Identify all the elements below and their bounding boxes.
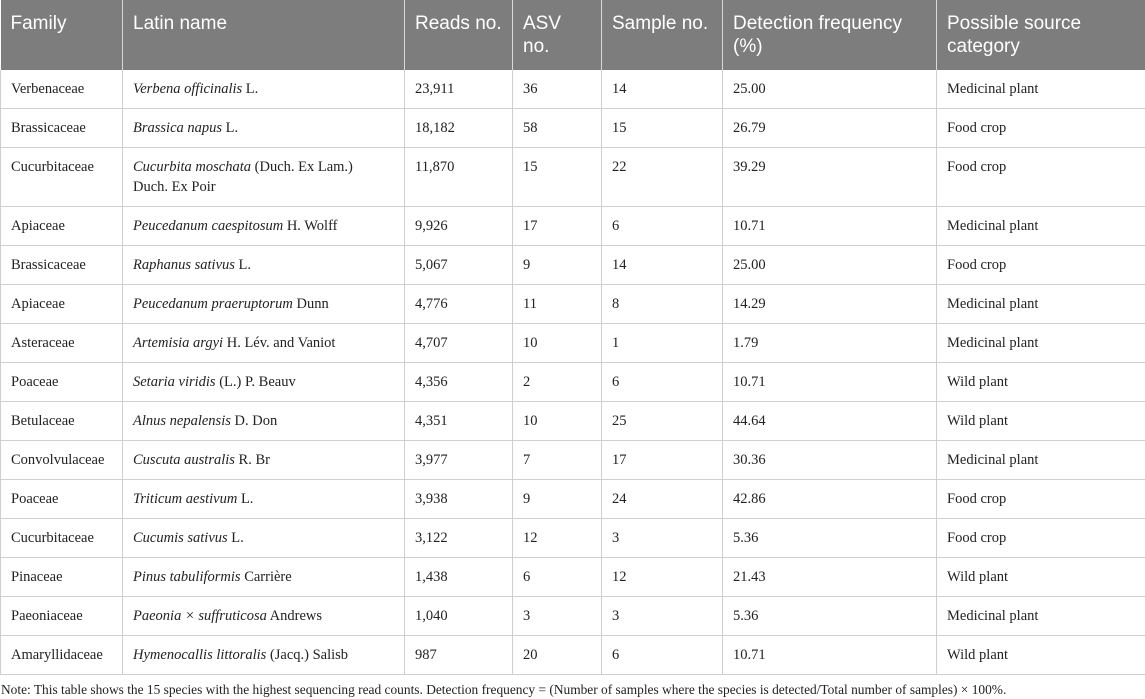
latin-author: L. — [242, 81, 258, 97]
cell-detection-frequency: 1.79 — [723, 324, 937, 363]
cell-sample-no: 12 — [602, 558, 723, 597]
cell-detection-frequency: 30.36 — [723, 441, 937, 480]
cell-detection-frequency: 21.43 — [723, 558, 937, 597]
cell-family: Verbenaceae — [1, 70, 123, 109]
latin-author: Andrews — [267, 608, 322, 624]
cell-family: Poaceae — [1, 480, 123, 519]
table-body — [1, 70, 1145, 675]
cell-asv-no: 17 — [513, 207, 602, 246]
latin-author: (L.) P. Beauv — [216, 374, 296, 390]
header-detection-frequency: Detection frequency (%) — [723, 0, 937, 70]
cell-asv-no: 20 — [513, 636, 602, 675]
latin-author: H. Lév. and Vaniot — [223, 335, 335, 351]
cell-family: Apiaceae — [1, 285, 123, 324]
cell-source-category: Medicinal plant — [937, 207, 1145, 246]
cell-asv-no: 9 — [513, 246, 602, 285]
latin-author: L. — [222, 120, 238, 136]
cell-asv-no: 12 — [513, 519, 602, 558]
header-latin-name: Latin name — [123, 0, 405, 70]
cell-asv-no: 10 — [513, 324, 602, 363]
cell-latin-name — [123, 285, 405, 324]
latin-species: Alnus nepalensis — [133, 413, 231, 429]
cell-family: Brassicaceae — [1, 109, 123, 148]
cell-source-category: Medicinal plant — [937, 70, 1145, 109]
cell-asv-no: 6 — [513, 558, 602, 597]
latin-author: L. — [237, 491, 253, 507]
latin-author: (Duch. Ex Lam.) — [251, 159, 353, 175]
cell-detection-frequency: 42.86 — [723, 480, 937, 519]
cell-asv-no: 58 — [513, 109, 602, 148]
cell-reads-no: 3,977 — [405, 441, 513, 480]
cell-sample-no: 14 — [602, 246, 723, 285]
header-asv-no: ASV no. — [513, 0, 602, 70]
latin-species: Peucedanum caespitosum — [133, 218, 283, 234]
cell-sample-no: 6 — [602, 363, 723, 402]
header-source-category: Possible source category — [937, 0, 1145, 70]
table-row — [1, 402, 1145, 441]
cell-reads-no: 3,938 — [405, 480, 513, 519]
table-row — [1, 363, 1145, 402]
cell-latin-name — [123, 363, 405, 402]
cell-family: Brassicaceae — [1, 246, 123, 285]
latin-author: L. — [235, 257, 251, 273]
latin-species: Peucedanum praeruptorum — [133, 296, 293, 312]
cell-detection-frequency: 10.71 — [723, 636, 937, 675]
header-family: Family — [1, 0, 123, 70]
table-note: Note: This table shows the 15 species with the highest sequencing read counts. Detection frequency = (Number of samples where the species is detected/Total number of samples) × 100%. — [1, 681, 1145, 699]
cell-detection-frequency: 39.29 — [723, 148, 937, 207]
cell-source-category: Food crop — [937, 480, 1145, 519]
header-sample-no: Sample no. — [602, 0, 723, 70]
cell-asv-no: 7 — [513, 441, 602, 480]
cell-detection-frequency: 14.29 — [723, 285, 937, 324]
cell-asv-no: 36 — [513, 70, 602, 109]
cell-detection-frequency: 26.79 — [723, 109, 937, 148]
cell-latin-name — [123, 402, 405, 441]
latin-author: L. — [228, 530, 244, 546]
cell-sample-no: 3 — [602, 597, 723, 636]
latin-species: Triticum aestivum — [133, 491, 237, 507]
cell-sample-no: 1 — [602, 324, 723, 363]
latin-species: Verbena officinalis — [133, 81, 242, 97]
cell-reads-no: 11,870 — [405, 148, 513, 207]
table-row — [1, 480, 1145, 519]
cell-family: Pinaceae — [1, 558, 123, 597]
cell-reads-no: 5,067 — [405, 246, 513, 285]
cell-sample-no: 8 — [602, 285, 723, 324]
cell-asv-no: 3 — [513, 597, 602, 636]
cell-latin-name — [123, 70, 405, 109]
latin-author: (Jacq.) Salisb — [266, 647, 348, 663]
table-row — [1, 558, 1145, 597]
latin-species: Cucurbita moschata — [133, 159, 251, 175]
latin-author: H. Wolff — [283, 218, 337, 234]
cell-latin-name — [123, 519, 405, 558]
latin-species: Artemisia argyi — [133, 335, 223, 351]
latin-author: R. Br — [235, 452, 270, 468]
cell-latin-name — [123, 324, 405, 363]
cell-asv-no: 9 — [513, 480, 602, 519]
cell-source-category: Medicinal plant — [937, 285, 1145, 324]
cell-reads-no: 987 — [405, 636, 513, 675]
cell-detection-frequency: 10.71 — [723, 363, 937, 402]
cell-reads-no: 4,356 — [405, 363, 513, 402]
cell-reads-no: 23,911 — [405, 70, 513, 109]
cell-detection-frequency: 44.64 — [723, 402, 937, 441]
cell-asv-no: 2 — [513, 363, 602, 402]
cell-family: Convolvulaceae — [1, 441, 123, 480]
table-row — [1, 519, 1145, 558]
cell-source-category: Food crop — [937, 519, 1145, 558]
cell-reads-no: 9,926 — [405, 207, 513, 246]
cell-latin-name — [123, 109, 405, 148]
cell-latin-name — [123, 207, 405, 246]
latin-author: Dunn — [293, 296, 329, 312]
cell-family: Cucurbitaceae — [1, 148, 123, 207]
cell-latin-name — [123, 558, 405, 597]
cell-reads-no: 3,122 — [405, 519, 513, 558]
cell-latin-name — [123, 441, 405, 480]
table-row — [1, 246, 1145, 285]
table-row — [1, 597, 1145, 636]
latin-species: Paeonia × suffruticosa — [133, 608, 267, 624]
cell-family: Asteraceae — [1, 324, 123, 363]
cell-sample-no: 15 — [602, 109, 723, 148]
cell-detection-frequency: 10.71 — [723, 207, 937, 246]
cell-detection-frequency: 5.36 — [723, 597, 937, 636]
cell-source-category: Food crop — [937, 148, 1145, 207]
cell-family: Amaryllidaceae — [1, 636, 123, 675]
cell-family: Apiaceae — [1, 207, 123, 246]
cell-family: Betulaceae — [1, 402, 123, 441]
latin-author-continued: Duch. Ex Poir — [133, 179, 216, 195]
cell-asv-no: 15 — [513, 148, 602, 207]
cell-reads-no: 4,351 — [405, 402, 513, 441]
cell-source-category: Food crop — [937, 246, 1145, 285]
table-row — [1, 441, 1145, 480]
cell-reads-no: 4,776 — [405, 285, 513, 324]
cell-asv-no: 10 — [513, 402, 602, 441]
cell-reads-no: 1,438 — [405, 558, 513, 597]
cell-latin-name — [123, 480, 405, 519]
cell-reads-no: 4,707 — [405, 324, 513, 363]
latin-species: Pinus tabuliformis — [133, 569, 241, 585]
table-row — [1, 636, 1145, 675]
table-row — [1, 109, 1145, 148]
cell-sample-no: 6 — [602, 207, 723, 246]
latin-species: Setaria viridis — [133, 374, 216, 390]
cell-family: Paeoniaceae — [1, 597, 123, 636]
latin-species: Brassica napus — [133, 120, 222, 136]
cell-source-category: Wild plant — [937, 363, 1145, 402]
latin-author: Carrière — [241, 569, 292, 585]
cell-sample-no: 6 — [602, 636, 723, 675]
table-row — [1, 285, 1145, 324]
cell-sample-no: 22 — [602, 148, 723, 207]
latin-species: Cuscuta australis — [133, 452, 235, 468]
cell-source-category: Medicinal plant — [937, 441, 1145, 480]
cell-source-category: Medicinal plant — [937, 597, 1145, 636]
cell-family: Poaceae — [1, 363, 123, 402]
cell-sample-no: 3 — [602, 519, 723, 558]
table-row — [1, 148, 1145, 207]
cell-source-category: Food crop — [937, 109, 1145, 148]
cell-sample-no: 24 — [602, 480, 723, 519]
latin-species: Cucumis sativus — [133, 530, 228, 546]
cell-family: Cucurbitaceae — [1, 519, 123, 558]
table-header — [1, 0, 1145, 70]
table-row — [1, 324, 1145, 363]
cell-sample-no: 17 — [602, 441, 723, 480]
cell-latin-name — [123, 636, 405, 675]
table-row — [1, 70, 1145, 109]
cell-reads-no: 1,040 — [405, 597, 513, 636]
header-reads-no: Reads no. — [405, 0, 513, 70]
table-row — [1, 207, 1145, 246]
cell-latin-name — [123, 597, 405, 636]
latin-author: D. Don — [231, 413, 277, 429]
latin-species: Hymenocallis littoralis — [133, 647, 266, 663]
cell-source-category: Medicinal plant — [937, 324, 1145, 363]
cell-asv-no: 11 — [513, 285, 602, 324]
cell-source-category: Wild plant — [937, 558, 1145, 597]
cell-detection-frequency: 25.00 — [723, 70, 937, 109]
cell-source-category: Wild plant — [937, 636, 1145, 675]
cell-detection-frequency: 25.00 — [723, 246, 937, 285]
cell-sample-no: 25 — [602, 402, 723, 441]
cell-reads-no: 18,182 — [405, 109, 513, 148]
cell-detection-frequency: 5.36 — [723, 519, 937, 558]
cell-source-category: Wild plant — [937, 402, 1145, 441]
cell-latin-name — [123, 148, 405, 207]
cell-sample-no: 14 — [602, 70, 723, 109]
latin-species: Raphanus sativus — [133, 257, 235, 273]
cell-latin-name — [123, 246, 405, 285]
